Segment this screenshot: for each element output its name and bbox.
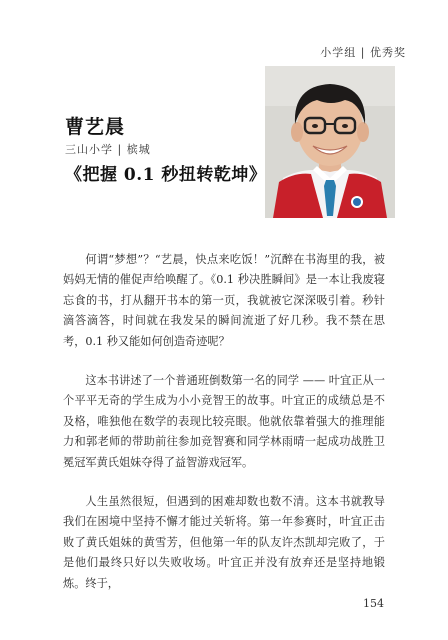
paragraph: 这本书讲述了一个普通班倒数第一名的同学 —— 叶宜正从一个平平无奇的学生成为小小竞智王的故事。叶宜正的成绩总是不及格，唯独他在数学的表现比较亮眼。他就依靠着强大的推理能力和郭老师的带助前往参加竞智赛和同学林雨晴一起成功战胜卫冕冠军黄氏姐妹夺得了益智游戏冠军。 — [63, 374, 385, 469]
category-label: 小学组 | 优秀奖 — [320, 46, 406, 59]
essay-body — [63, 250, 385, 613]
paragraph: 人生虽然很短，但遇到的困难却数也数不清。这本书就教导我们在困境中坚持不懈才能过关斩将。第一年参赛时，叶宜正击败了黄氏姐妹的黄雪芳，但他第一年的队友许杰凯却完败了，于是他们最终只好以失败收场。叶宜正并没有放弃还是坚持地锻炼。终于， — [63, 495, 385, 590]
school-and-city: 三山小学 | 槟城 — [65, 143, 151, 156]
page-number: 154 — [363, 597, 384, 610]
student-photo — [265, 66, 395, 218]
work-title: 《把握 0.1 秒扭转乾坤》 — [65, 165, 267, 185]
paragraph: 何谓“梦想”？“艺晨，快点来吃饭！”沉醉在书海里的我，被妈妈无情的催促声给唤醒了。《0.1 秒决胜瞬间》是一本让我废寝忘食的书，打从翻开书本的第一页，我就被它深深吸引着。秒针滴答滴答，时间就在我发呆的瞬间流逝了好几秒。我不禁在思考，0.1 秒又能如何创造奇迹呢？ — [63, 253, 385, 348]
author-name: 曹艺晨 — [65, 116, 126, 138]
